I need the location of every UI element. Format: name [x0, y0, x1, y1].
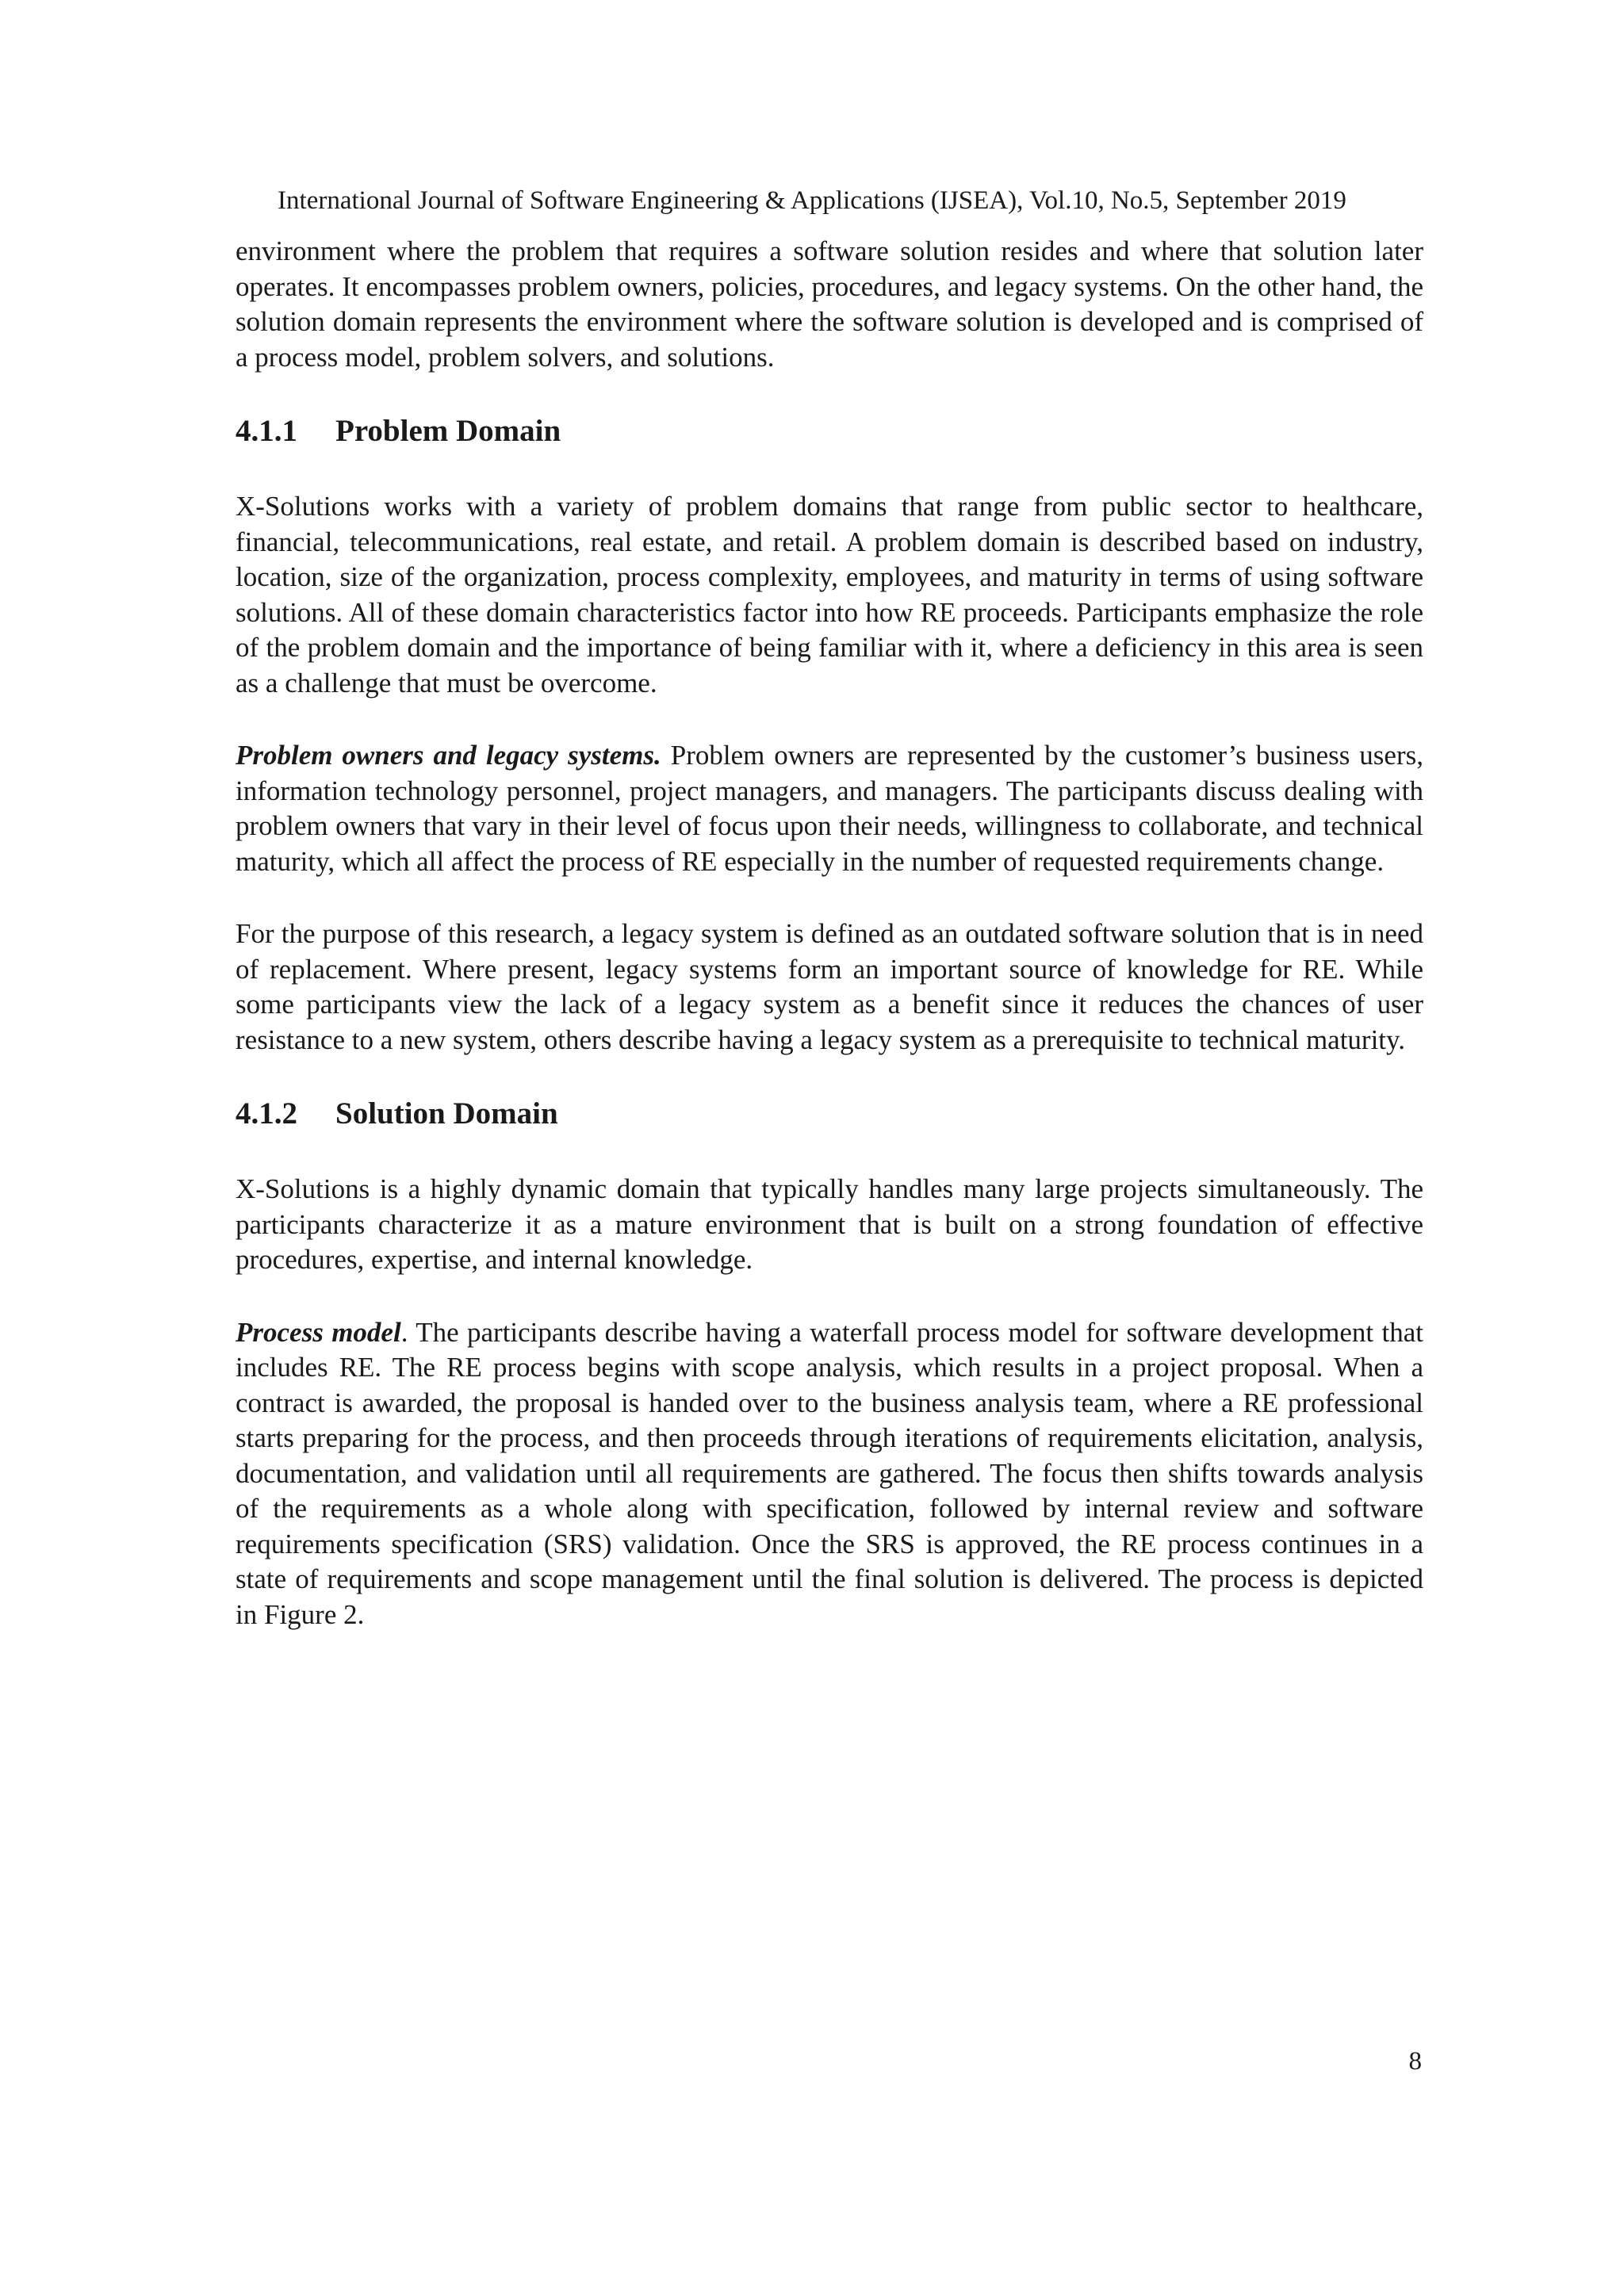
run-in-heading: Process model	[236, 1316, 401, 1348]
run-in-heading: Problem owners and legacy systems.	[236, 740, 661, 771]
section-title: Solution Domain	[335, 1096, 558, 1131]
problem-owners-paragraph	[236, 738, 1423, 879]
intro-paragraph: environment where the problem that requires a software solution resides and where that solution later operates. It encompasses problem owners, policies, procedures, and legacy systems. On the other hand, the solution domain represents the environment where the software solution is developed and is comprised of a process model, problem solvers, and solutions.	[236, 235, 1423, 373]
section-title: Problem Domain	[335, 414, 561, 448]
section-number: 4.1.1	[236, 414, 297, 448]
page-number: 8	[1408, 2047, 1422, 2076]
page-body	[236, 234, 1423, 1632]
legacy-systems-paragraph: For the purpose of this research, a legacy system is defined as an outdated software solution that is in need of replacement. Where present, legacy systems form an important source of knowledge for RE. While some participants view the lack of a legacy system as a benefit since it reduces the chances of user resistance to a new system, others describe having a legacy system as a prerequisite to technical maturity.	[236, 918, 1423, 1055]
solution-domain-paragraph: X-Solutions is a highly dynamic domain that typically handles many large projects simultaneously. The participants characterize it as a mature environment that is built on a strong foundation of effective procedures, expertise, and internal knowledge.	[236, 1173, 1423, 1275]
section-heading-problem-domain	[236, 412, 1423, 450]
section-heading-solution-domain	[236, 1095, 1423, 1133]
problem-domain-paragraph: X-Solutions works with a variety of problem domains that range from public sector to healthcare, financial, telecommunications, real estate, and retail. A problem domain is described based on industry, location, size of the organization, process complexity, employees, and maturity in terms of using software solutions. All of these domain characteristics factor into how RE proceeds. Participants emphasize the role of the problem domain and the importance of being familiar with it, where a deficiency in this area is seen as a challenge that must be overcome.	[236, 491, 1423, 698]
section-number: 4.1.2	[236, 1096, 297, 1131]
running-header: International Journal of Software Engineering & Applications (IJSEA), Vol.10, No.5, September 2019	[278, 186, 1346, 215]
process-model-paragraph	[236, 1315, 1423, 1633]
paragraph-text: Problem owners are represented by the customer’s business users, information technology personnel, project managers, and managers. The participants discuss dealing with problem owners that vary in their level of focus upon their needs, willingness to collaborate, and technical maturity, which all affect the process of RE especially in the number of requested requirements change.	[236, 740, 1423, 877]
paragraph-text: . The participants describe having a waterfall process model for software development that includes RE. The RE process begins with scope analysis, which results in a project proposal. When a contract is awarded, the proposal is handed over to the business analysis team, where a RE professional starts preparing for the process, and then proceeds through iterations of requirements elicitation, analysis, documentation, and validation until all requirements are gathered. The focus then shifts towards analysis of the requirements as a whole along with specification, followed by internal review and software requirements specification (SRS) validation. Once the SRS is approved, the RE process continues in a state of requirements and scope management until the final solution is delivered. The process is depicted in Figure 2.	[236, 1316, 1423, 1630]
